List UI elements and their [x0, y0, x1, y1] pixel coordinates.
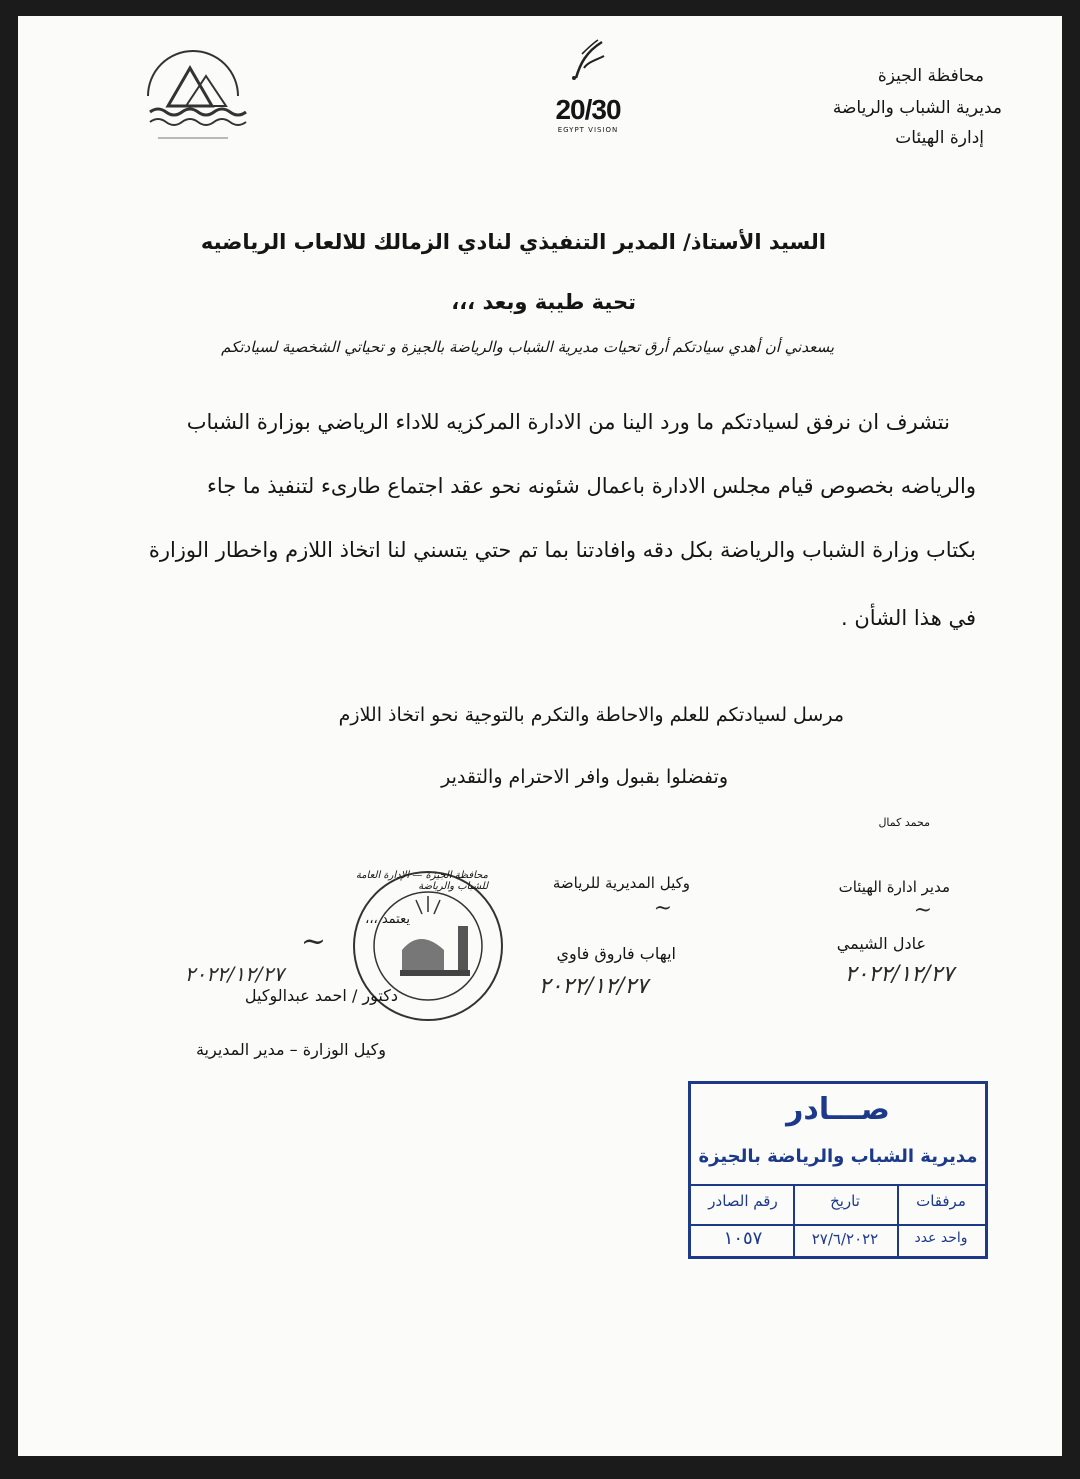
deputy-signature: ~	[653, 896, 672, 921]
dept-manager-date: ٢٠٢٢/١٢/٢٧	[844, 962, 954, 987]
stamp-title: صـــادر	[786, 1092, 890, 1127]
stamp-val-date: ٢٧/٦/٢٠٢٢	[811, 1230, 879, 1248]
head-title: وكيل الوزارة – مدير المديرية	[195, 1040, 386, 1059]
closing-line-2: وتفضلوا بقبول وافر الاحترام والتقدير	[441, 766, 728, 788]
deputy-name: ايهاب فاروق فاوي	[556, 944, 676, 963]
body-line: بكتاب وزارة الشباب والرياضة بكل دقه وافادتنا بما تم حتي يتسني لنا اتخاذ اللازم واخطار الوزارة	[148, 538, 976, 562]
preparer-name: محمد كمال	[878, 816, 930, 829]
seal-text: محافظة الجيزة — الإدارة العامة للشباب والرياضة	[355, 870, 488, 892]
vision-emblem-icon	[558, 34, 618, 90]
body-line: في هذا الشأن .	[841, 606, 976, 630]
head-signature: ~	[300, 924, 326, 959]
header-department: إدارة الهيئات	[895, 128, 984, 148]
deputy-date: ٢٠٢٢/١٢/٢٧	[538, 974, 648, 999]
stamp-col-number: رقم الصادر	[708, 1192, 778, 1210]
stamp-directorate: مديرية الشباب والرياضة بالجيزة	[698, 1146, 978, 1167]
header-governorate: محافظة الجيزة	[877, 66, 984, 86]
body-line: والرياضه بخصوص قيام مجلس الادارة باعمال شئونه نحو عقد اجتماع طارىء لتنفيذ ما جاء	[207, 474, 976, 498]
outgoing-stamp	[688, 1081, 988, 1259]
stamp-val-attachments: واحد عدد	[914, 1230, 968, 1246]
dept-manager-signature: ~	[913, 898, 932, 923]
head-signoff: يعتمد ،،،	[365, 912, 410, 927]
letter-greeting: تحية طيبة وبعد ،،،	[451, 290, 636, 314]
stamp-col-date: تاريخ	[830, 1192, 860, 1210]
deputy-title: وكيل المديرية للرياضة	[552, 874, 690, 892]
vision-caption: EGYPT VISION	[557, 126, 619, 134]
letter-page	[18, 16, 1062, 1456]
stamp-col-attachments: مرفقات	[916, 1192, 966, 1210]
vision-number: 20/30	[555, 94, 621, 125]
head-name: دكتور / احمد عبدالوكيل	[244, 986, 398, 1005]
letter-opening: يسعدني أن أهدي سيادتكم أرق تحيات مديرية الشباب والرياضة بالجيزة و تحياتي الشخصية لسيادتكم	[221, 338, 834, 356]
header-directorate: مديرية الشباب والرياضة	[832, 98, 1002, 118]
closing-line-1: مرسل لسيادتكم للعلم والاحاطة والتكرم بالتوجية نحو اتخاذ اللازم	[338, 704, 844, 726]
dept-manager-name: عادل الشيمي	[836, 934, 926, 953]
dept-manager-title: مدير ادارة الهيئات	[838, 878, 950, 896]
stamp-val-number: ١٠٥٧	[723, 1228, 763, 1249]
head-date: ٢٠٢٢/١٢/٢٧	[184, 962, 284, 986]
letter-addressee: السيد الأستاذ/ المدير التنفيذي لنادي الزمالك للالعاب الرياضيه	[200, 230, 826, 254]
giza-governorate-logo	[128, 26, 258, 156]
egypt-vision-logo	[538, 34, 638, 134]
body-line: نتشرف ان نرفق لسيادتكم ما ورد الينا من الادارة المركزيه للاداء الرياضي بوزارة الشباب	[186, 410, 950, 434]
